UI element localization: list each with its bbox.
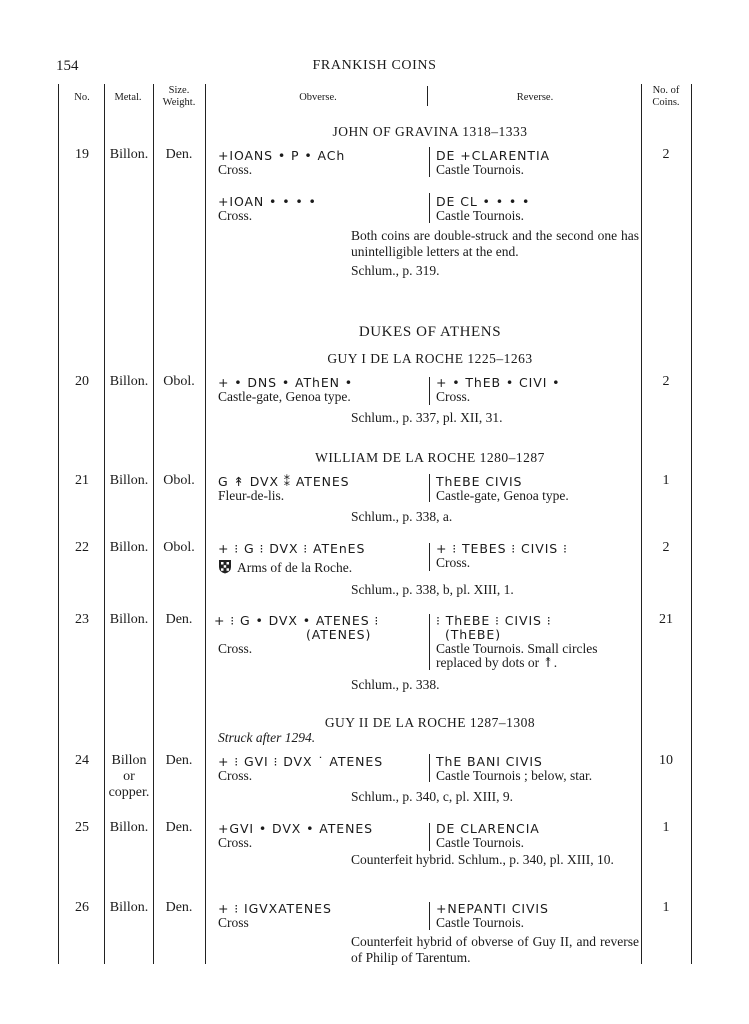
entry-21-divider [429,474,430,502]
entry-20-reference: Schlum., p. 337, pl. XII, 31. [351,410,503,425]
section-heading-guy-i: GUY I DE LA ROCHE 1225–1263 [327,351,533,366]
entry-23-metal: Billon. [109,612,149,627]
entry-25-divider [429,823,430,851]
section-heading-guy-ii: GUY II DE LA ROCHE 1287–1308 [324,715,536,730]
page-number: 154 [56,58,79,74]
entry-19-obverse-legend-2: +IOAN • • • • [218,194,317,209]
entry-21-reference: Schlum., p. 338, a. [351,509,453,524]
running-title: FRANKISH COINS [312,58,437,73]
entry-24-reverse-desc: Castle Tournois ; below, star. [436,768,593,783]
entry-22-divider [429,543,430,571]
section-note-guy-ii: Struck after 1294. [218,730,316,745]
entry-20-coins: 2 [662,374,670,389]
entry-21-obverse-legend: G ↟ DVX ⁑ ATENES [218,474,350,489]
entry-24-metal-line2: or [123,769,135,784]
entry-19-coins: 2 [662,147,670,162]
entry-22-metal: Billon. [109,540,149,555]
entry-24-reverse-legend: ThE BANI CIVIS [436,754,543,769]
entry-22-size: Obol. [163,540,195,555]
entry-21-size: Obol. [163,473,195,488]
entry-25-reverse-legend: DE CLARENCIA [436,821,540,836]
entry-23-divider [429,614,430,670]
entry-20-number: 20 [75,374,89,389]
entry-21-number: 21 [75,473,89,488]
entry-25-obverse-desc: Cross. [218,835,253,850]
entry-20-reverse-desc: Cross. [436,389,471,404]
entry-26-obverse-desc: Cross [218,915,249,930]
entry-21-reverse-desc: Castle-gate, Genoa type. [436,488,569,503]
col-header-obverse: Obverse. [299,92,337,103]
entry-20-divider [429,377,430,405]
entry-22-coins: 2 [662,540,670,555]
col-header-size-line1: Size. [168,85,190,96]
entry-23-number: 23 [75,612,89,627]
col-header-reverse: Reverse. [516,92,554,103]
section-heading-dukes-of-athens: DUKES OF ATHENS [358,324,502,340]
entry-20-obverse-legend: + • DNS • AThEN • [218,375,354,390]
entry-19-obverse-desc-2: Cross. [218,208,253,223]
entry-22-reverse-legend: + ⁝ TEBES ⁝ CIVIS ⁝ [436,541,568,556]
section-heading-john-of-gravina: JOHN OF GRAVINA 1318–1333 [332,124,528,139]
col-header-size-line2: Weight. [162,97,196,108]
entry-22-number: 22 [75,540,89,555]
entry-22-obverse-legend: + ⁝ G ⁝ DVX ⁝ ATEnES [218,541,366,556]
entry-25-coins: 1 [662,820,670,835]
col-header-size [154,85,204,109]
entry-23-size: Den. [165,612,193,627]
entry-25-metal: Billon. [109,820,149,835]
entry-24-reference: Schlum., p. 340, c, pl. XIII, 9. [351,789,513,804]
section-heading-william: WILLIAM DE LA ROCHE 1280–1287 [315,450,545,465]
entry-19-metal: Billon. [109,147,149,162]
entry-24-obverse-desc: Cross. [218,768,253,783]
col-header-metal: Metal. [114,92,142,103]
entry-20-size: Obol. [163,374,195,389]
entry-23-obverse-legend: + ⁝ G • DVX • ATENES ⁝ [214,613,380,628]
entry-23-reverse-variant: (ThEBE) [445,627,501,642]
entry-25-size: Den. [165,820,193,835]
entry-24-number: 24 [75,753,89,768]
entry-20-obverse-desc: Castle-gate, Genoa type. [218,389,351,404]
entry-23-reverse-legend: ⁝ ThEBE ⁝ CIVIS ⁝ [436,613,552,628]
entry-23-reference: Schlum., p. 338. [351,677,440,692]
col-header-coins-line1: No. of [652,85,680,96]
entry-24-metal-line1: Billon [111,753,147,768]
table-rule-right [691,84,692,964]
entry-25-note: Counterfeit hybrid. Schlum., p. 340, pl. XIII, 10. [351,852,614,867]
entry-24-divider [429,754,430,782]
entry-20-metal: Billon. [109,374,149,389]
entry-26-reverse-legend: +NEPANTI CIVIS [436,901,549,916]
entry-23-coins: 21 [659,612,673,627]
entry-24-obverse-legend: + ⁝ GVI ⁝ DVX ˙ ATENES [218,754,384,769]
table-rule-metal-size [153,84,154,964]
entry-19-note: Both coins are double-struck and the second one has unintelligible letters at the end. [351,228,639,259]
entry-19-obverse-desc-1: Cross. [218,162,253,177]
entry-23-reverse-desc-1: Castle Tournois. Small circles [436,641,598,656]
entry-21-obverse-desc: Fleur-de-lis. [218,488,285,503]
entry-22-obverse-desc: Arms of de la Roche. [237,560,353,575]
entry-25-reverse-desc: Castle Tournois. [436,835,525,850]
entry-19-divider-1 [429,147,430,177]
table-rule-header-divider [427,86,428,106]
entry-24-metal-line3: copper. [108,785,150,800]
entry-24-coins: 10 [659,753,673,768]
entry-19-reverse-legend-2: DE CL • • • • [436,194,531,209]
entry-26-size: Den. [165,900,193,915]
entry-24-metal [106,753,152,801]
entry-26-reverse-desc: Castle Tournois. [436,915,525,930]
entry-20-reverse-legend: + • ThEB • CIVI • [436,375,561,390]
entry-21-reverse-legend: ThEBE CIVIS [436,474,523,489]
entry-25-number: 25 [75,820,89,835]
arms-shield-icon [218,559,232,574]
entry-26-obverse-legend: + ⁝ IGVXATENES [218,901,332,916]
entry-21-metal: Billon. [109,473,149,488]
entry-22-reference: Schlum., p. 338, b, pl. XIII, 1. [351,582,514,597]
entry-26-note: Counterfeit hybrid of obverse of Guy II, and reverse of Philip of Tarentum. [351,934,639,965]
entry-19-reference: Schlum., p. 319. [351,263,440,278]
entry-25-obverse-legend: +GVI • DVX • ATENES [218,821,373,836]
entry-23-obverse-desc: Cross. [218,641,253,656]
entry-19-divider-2 [429,193,430,223]
entry-26-coins: 1 [662,900,670,915]
entry-19-number: 19 [75,147,89,162]
entry-21-coins: 1 [662,473,670,488]
col-header-no: No. [74,92,90,103]
entry-19-size: Den. [165,147,193,162]
entry-24-size: Den. [165,753,193,768]
entry-19-reverse-desc-1: Castle Tournois. [436,162,525,177]
entry-19-obverse-legend-1: +IOANS • P • ACh [218,148,346,163]
entry-23-obverse-variant: (ATENES) [306,627,372,642]
entry-26-metal: Billon. [109,900,149,915]
col-header-coins [641,85,691,109]
entry-23-reverse-desc-2: replaced by dots or ↟. [436,655,558,670]
entry-19-reverse-desc-2: Castle Tournois. [436,208,525,223]
table-rule-size-obverse [205,84,206,964]
entry-26-number: 26 [75,900,89,915]
entry-19-reverse-legend-1: DE +CLARENTIA [436,148,551,163]
entry-26-divider [429,902,430,930]
entry-22-reverse-desc: Cross. [436,555,471,570]
col-header-coins-line2: Coins. [652,97,680,108]
